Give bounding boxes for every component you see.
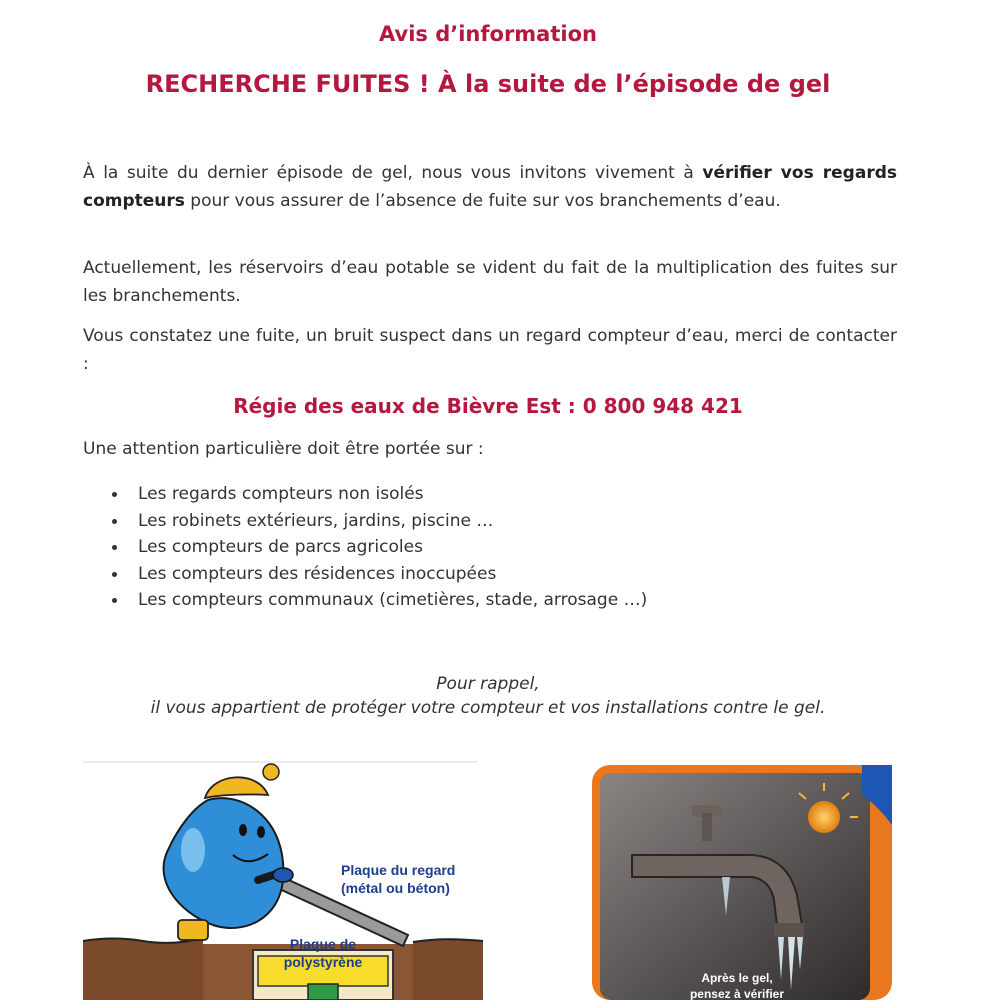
- bullet-icon: [112, 572, 117, 577]
- bullet-icon: [112, 545, 117, 550]
- list-item-text: Les robinets extérieurs, jardins, piscine …: [138, 510, 494, 531]
- bullet-icon: [112, 598, 117, 603]
- bullet-icon: [112, 492, 117, 497]
- notice-kicker: Avis d’information: [379, 22, 597, 46]
- reminder-line: il vous appartient de protéger votre compteur et vos installations contre le gel.: [150, 698, 826, 718]
- paragraph-reservoirs: Actuellement, les réservoirs d’eau potable se vident du fait de la multiplication des fuites sur les branchements.: [83, 258, 897, 306]
- list-item: [108, 587, 647, 614]
- list-item-text: Les compteurs communaux (cimetières, stade, arrosage …): [138, 590, 648, 610]
- list-item: [108, 561, 647, 588]
- paragraph-check-meters: [83, 160, 897, 215]
- frozen-tap-image: [592, 765, 892, 1000]
- caption-line: pensez à vérifier: [689, 987, 785, 1001]
- paragraph-contact: Vous constatez une fuite, un bruit suspect dans un regard compteur d’eau, merci de contacter :: [83, 326, 897, 374]
- paragraph-emphasis: vérifier vos regards compteurs: [83, 163, 897, 211]
- frozen-tap-card: [592, 765, 892, 1000]
- caption-line: Après le gel,: [701, 971, 773, 985]
- list-item-text: Les compteurs des résidences inoccupées: [138, 563, 497, 584]
- label-cover-plate: [341, 861, 491, 897]
- list-item-text: Les regards compteurs non isolés: [138, 484, 424, 504]
- list-item-text: Les compteurs de parcs agricoles: [138, 537, 423, 557]
- label-line: Plaque du regard: [341, 862, 456, 878]
- label-line: polystyrène: [283, 954, 363, 970]
- list-intro: Une attention particulière doit être portée sur :: [83, 439, 484, 459]
- label-polystyrene-plate: [273, 935, 373, 971]
- meter-insulation-illustration: [83, 760, 483, 1000]
- card-caption: [652, 970, 822, 1002]
- reminder: [0, 672, 976, 720]
- attention-list: [108, 481, 647, 614]
- label-line: (métal ou béton): [341, 880, 450, 896]
- paragraph-text: À la suite du dernier épisode de gel, nous vous invitons vivement à: [83, 163, 703, 183]
- notice-title: RECHERCHE FUITES ! À la suite de l’épisode de gel: [145, 70, 831, 98]
- list-item: [108, 508, 647, 535]
- label-line: Plaque de: [289, 936, 357, 952]
- paragraph-text: pour vous assurer de l’absence de fuite sur vos branchements d’eau.: [184, 190, 781, 211]
- list-item: [108, 481, 647, 508]
- reminder-line: Pour rappel,: [436, 674, 540, 694]
- list-item: [108, 534, 647, 561]
- bullet-icon: [112, 519, 117, 524]
- contact-phone-line: Régie des eaux de Bièvre Est : 0 800 948 421: [233, 394, 743, 418]
